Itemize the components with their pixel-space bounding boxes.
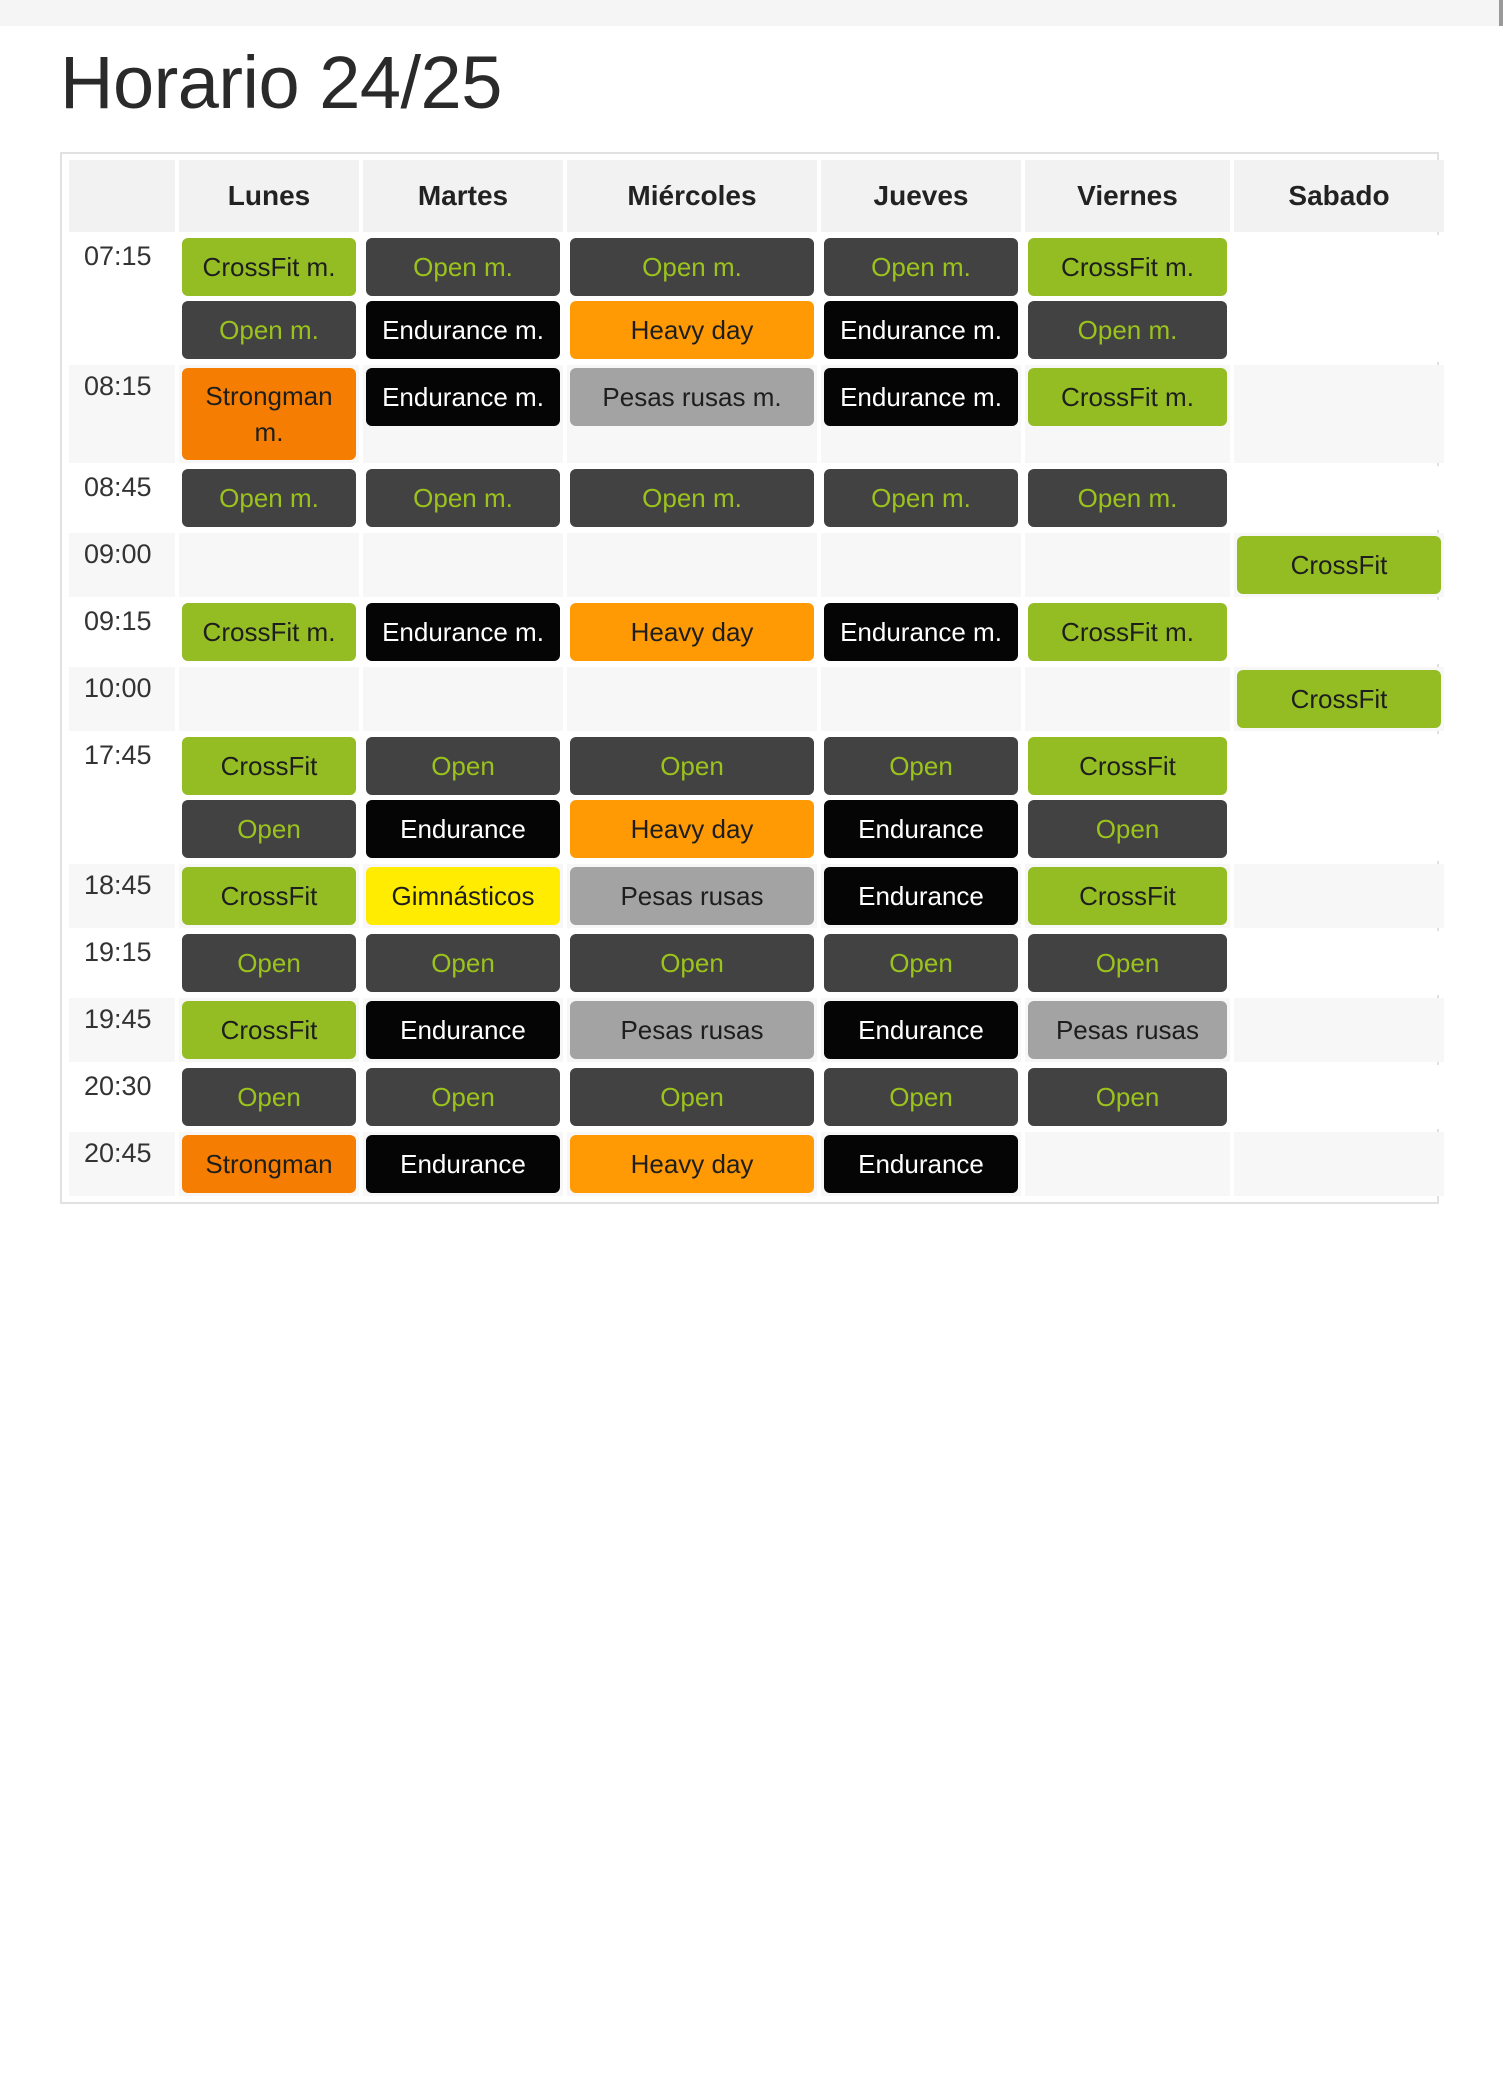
class-block-open[interactable]: Open xyxy=(824,737,1018,795)
page-title: Horario 24/25 xyxy=(60,41,502,124)
schedule-cell xyxy=(567,1065,817,1129)
schedule-row xyxy=(69,931,1444,995)
class-block-pesas[interactable]: Pesas rusas xyxy=(1028,1001,1227,1059)
time-label: 10:00 xyxy=(69,667,175,731)
schedule-cell xyxy=(363,1132,563,1196)
schedule-cell xyxy=(1234,864,1444,928)
class-block-crossfit[interactable]: CrossFit m. xyxy=(1028,368,1227,426)
class-block-open[interactable]: Open xyxy=(1028,800,1227,858)
scrollbar-edge xyxy=(1499,0,1503,26)
class-block-endurance[interactable]: Endurance xyxy=(824,867,1018,925)
class-block-endurance[interactable]: Endurance m. xyxy=(824,368,1018,426)
schedule-cell xyxy=(821,1065,1021,1129)
schedule-cell xyxy=(1234,667,1444,731)
class-block-crossfit[interactable]: CrossFit xyxy=(1237,536,1441,594)
class-block-endurance[interactable]: Endurance m. xyxy=(366,301,560,359)
schedule-cell xyxy=(363,998,563,1062)
class-block-endurance[interactable]: Endurance m. xyxy=(824,301,1018,359)
class-block-open[interactable]: Open xyxy=(366,737,560,795)
class-block-open[interactable]: Open m. xyxy=(570,469,814,527)
schedule-cell xyxy=(1025,533,1230,597)
schedule-cell xyxy=(821,734,1021,861)
schedule-cell xyxy=(1234,734,1444,861)
class-block-heavy[interactable]: Heavy day xyxy=(570,603,814,661)
schedule-row xyxy=(69,998,1444,1062)
schedule-row xyxy=(69,864,1444,928)
schedule-cell xyxy=(567,1132,817,1196)
class-block-endurance[interactable]: Endurance xyxy=(824,1001,1018,1059)
schedule-cell xyxy=(179,1065,359,1129)
schedule-cell xyxy=(179,864,359,928)
class-block-gimn[interactable]: Gimnásticos xyxy=(366,867,560,925)
class-block-open[interactable]: Open xyxy=(182,934,356,992)
class-block-crossfit[interactable]: CrossFit xyxy=(1028,737,1227,795)
schedule-cell xyxy=(1025,667,1230,731)
schedule-cell xyxy=(1234,466,1444,530)
schedule-cell xyxy=(821,1132,1021,1196)
schedule-cell xyxy=(363,466,563,530)
schedule-cell xyxy=(1025,235,1230,362)
time-label: 18:45 xyxy=(69,864,175,928)
schedule-cell xyxy=(821,365,1021,463)
schedule-row xyxy=(69,600,1444,664)
schedule-cell xyxy=(363,365,563,463)
schedule-cell xyxy=(821,931,1021,995)
schedule-cell xyxy=(363,235,563,362)
schedule-cell xyxy=(179,235,359,362)
schedule-cell xyxy=(179,931,359,995)
schedule-cell xyxy=(179,600,359,664)
class-block-open[interactable]: Open xyxy=(182,800,356,858)
class-block-open[interactable]: Open xyxy=(570,934,814,992)
class-block-heavy[interactable]: Heavy day xyxy=(570,1135,814,1193)
time-label: 09:00 xyxy=(69,533,175,597)
class-block-endurance[interactable]: Endurance m. xyxy=(824,603,1018,661)
time-label: 09:15 xyxy=(69,600,175,664)
class-block-open[interactable]: Open xyxy=(824,934,1018,992)
class-block-open[interactable]: Open xyxy=(824,1068,1018,1126)
schedule-row xyxy=(69,365,1444,463)
class-block-open[interactable]: Open m. xyxy=(824,469,1018,527)
time-label: 08:45 xyxy=(69,466,175,530)
class-block-open[interactable]: Open m. xyxy=(366,238,560,296)
day-header: Martes xyxy=(363,160,563,232)
time-label: 20:45 xyxy=(69,1132,175,1196)
time-label: 20:30 xyxy=(69,1065,175,1129)
schedule-cell xyxy=(179,667,359,731)
schedule-row xyxy=(69,734,1444,861)
schedule-header-row xyxy=(69,160,1444,232)
schedule-cell xyxy=(179,1132,359,1196)
schedule-cell xyxy=(179,734,359,861)
schedule-row xyxy=(69,1065,1444,1129)
schedule-cell xyxy=(1025,600,1230,664)
class-block-open[interactable]: Open m. xyxy=(182,301,356,359)
schedule-cell xyxy=(1234,1065,1444,1129)
schedule-cell xyxy=(363,734,563,861)
schedule-cell xyxy=(1234,998,1444,1062)
schedule-body xyxy=(69,235,1444,1196)
schedule-cell xyxy=(1025,931,1230,995)
schedule-cell xyxy=(1025,1132,1230,1196)
class-block-endurance[interactable]: Endurance xyxy=(824,1135,1018,1193)
class-block-open[interactable]: Open m. xyxy=(182,469,356,527)
class-block-open[interactable]: Open xyxy=(366,1068,560,1126)
schedule-cell xyxy=(363,1065,563,1129)
schedule-cell xyxy=(1025,365,1230,463)
class-block-crossfit[interactable]: CrossFit xyxy=(182,737,356,795)
class-block-crossfit[interactable]: CrossFit xyxy=(182,867,356,925)
class-block-heavy[interactable]: Heavy day xyxy=(570,301,814,359)
class-block-crossfit[interactable]: CrossFit m. xyxy=(1028,603,1227,661)
day-header: Miércoles xyxy=(567,160,817,232)
schedule-cell xyxy=(821,533,1021,597)
schedule-cell xyxy=(179,998,359,1062)
schedule-cell xyxy=(1025,734,1230,861)
class-block-crossfit[interactable]: CrossFit m. xyxy=(182,238,356,296)
schedule-cell xyxy=(179,533,359,597)
class-block-open[interactable]: Open m. xyxy=(824,238,1018,296)
class-block-endurance[interactable]: Endurance m. xyxy=(366,368,560,426)
schedule-cell xyxy=(567,864,817,928)
schedule-cell xyxy=(1025,466,1230,530)
class-block-endurance[interactable]: Endurance xyxy=(366,1001,560,1059)
class-block-endurance[interactable]: Endurance xyxy=(824,800,1018,858)
browser-top-strip xyxy=(0,0,1503,26)
class-block-open[interactable]: Open m. xyxy=(1028,469,1227,527)
schedule-cell xyxy=(1025,864,1230,928)
class-block-open[interactable]: Open xyxy=(182,1068,356,1126)
schedule-cell xyxy=(1234,533,1444,597)
class-block-open[interactable]: Open xyxy=(570,1068,814,1126)
class-block-open[interactable]: Open xyxy=(1028,934,1227,992)
class-block-pesas[interactable]: Pesas rusas xyxy=(570,1001,814,1059)
schedule-cell xyxy=(821,864,1021,928)
schedule-table xyxy=(65,157,1448,1199)
schedule-cell xyxy=(179,365,359,463)
time-label: 07:15 xyxy=(69,235,175,362)
schedule-cell xyxy=(567,466,817,530)
schedule-cell xyxy=(821,998,1021,1062)
schedule-container xyxy=(60,152,1439,1204)
class-block-open[interactable]: Open xyxy=(1028,1068,1227,1126)
schedule-cell xyxy=(821,235,1021,362)
day-header: Jueves xyxy=(821,160,1021,232)
class-block-open[interactable]: Open m. xyxy=(570,238,814,296)
schedule-cell xyxy=(567,667,817,731)
time-label: 19:45 xyxy=(69,998,175,1062)
schedule-cell xyxy=(567,734,817,861)
schedule-cell xyxy=(363,667,563,731)
schedule-cell xyxy=(821,600,1021,664)
schedule-cell xyxy=(567,365,817,463)
class-block-open[interactable]: Open m. xyxy=(366,469,560,527)
schedule-cell xyxy=(1025,1065,1230,1129)
class-block-endurance[interactable]: Endurance m. xyxy=(366,603,560,661)
class-block-open[interactable]: Open xyxy=(366,934,560,992)
class-block-endurance[interactable]: Endurance xyxy=(366,1135,560,1193)
schedule-cell xyxy=(1234,600,1444,664)
schedule-row xyxy=(69,533,1444,597)
time-column-header xyxy=(69,160,175,232)
time-label: 08:15 xyxy=(69,365,175,463)
schedule-cell xyxy=(363,533,563,597)
schedule-row xyxy=(69,235,1444,362)
schedule-cell xyxy=(179,466,359,530)
class-block-heavy[interactable]: Heavy day xyxy=(570,800,814,858)
schedule-row xyxy=(69,466,1444,530)
schedule-row xyxy=(69,667,1444,731)
class-block-open[interactable]: Open xyxy=(570,737,814,795)
schedule-cell xyxy=(567,533,817,597)
class-block-crossfit[interactable]: CrossFit xyxy=(1028,867,1227,925)
class-block-crossfit[interactable]: CrossFit xyxy=(1237,670,1441,728)
schedule-cell xyxy=(821,466,1021,530)
class-block-crossfit[interactable]: CrossFit m. xyxy=(1028,238,1227,296)
schedule-cell xyxy=(1234,365,1444,463)
class-block-crossfit[interactable]: CrossFit xyxy=(182,1001,356,1059)
time-label: 19:15 xyxy=(69,931,175,995)
day-header: Lunes xyxy=(179,160,359,232)
time-label: 17:45 xyxy=(69,734,175,861)
schedule-cell xyxy=(567,600,817,664)
schedule-cell xyxy=(821,667,1021,731)
class-block-pesas[interactable]: Pesas rusas xyxy=(570,867,814,925)
schedule-cell xyxy=(363,864,563,928)
schedule-cell xyxy=(363,600,563,664)
day-header: Sabado xyxy=(1234,160,1444,232)
class-block-crossfit[interactable]: CrossFit m. xyxy=(182,603,356,661)
schedule-cell xyxy=(1234,235,1444,362)
class-block-pesas[interactable]: Pesas rusas m. xyxy=(570,368,814,426)
schedule-cell xyxy=(1234,931,1444,995)
class-block-strongman[interactable]: Strongman xyxy=(182,1135,356,1193)
schedule-cell xyxy=(1234,1132,1444,1196)
day-header: Viernes xyxy=(1025,160,1230,232)
class-block-open[interactable]: Open m. xyxy=(1028,301,1227,359)
schedule-cell xyxy=(567,235,817,362)
schedule-cell xyxy=(567,998,817,1062)
schedule-cell xyxy=(567,931,817,995)
schedule-cell xyxy=(1025,998,1230,1062)
class-block-strongman[interactable]: Strongman m. xyxy=(182,368,356,460)
schedule-cell xyxy=(363,931,563,995)
schedule-row xyxy=(69,1132,1444,1196)
class-block-endurance[interactable]: Endurance xyxy=(366,800,560,858)
